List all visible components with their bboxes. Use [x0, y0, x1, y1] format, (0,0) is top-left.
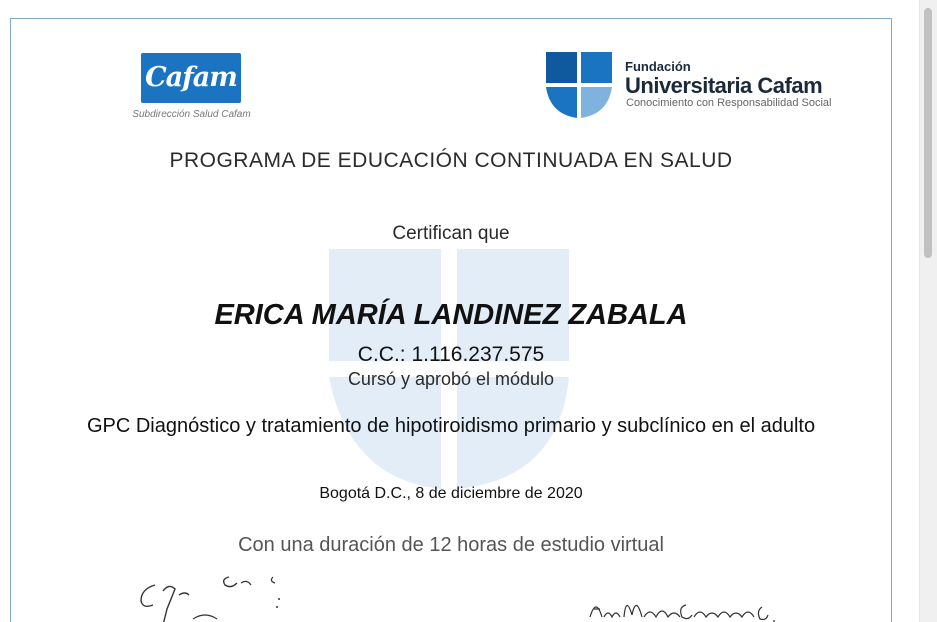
module-title: GPC Diagnóstico y tratamiento de hipotiroidismo primario y subclínico en el adulto — [86, 415, 816, 437]
vertical-scrollbar[interactable] — [919, 0, 937, 622]
left-signature-icon — [133, 569, 293, 622]
right-signature-icon — [586, 587, 786, 622]
recipient-name: ERICA MARÍA LANDINEZ ZABALA — [214, 299, 688, 331]
id-number: C.C.: 1.116.237.575 — [357, 343, 545, 366]
fundacion-emblem-icon — [546, 52, 612, 118]
cafam-subtitle: Subdirección Salud Cafam — [132, 109, 251, 120]
fundacion-label: Fundación — [625, 59, 691, 74]
cafam-logo: Cafam — [141, 53, 241, 103]
universitaria-cafam-label: Universitaria Cafam — [625, 73, 823, 98]
duration-text: Con una duración de 12 horas de estudio virtual — [238, 534, 664, 556]
program-title: PROGRAMA DE EDUCACIÓN CONTINUADA EN SALUD — [169, 149, 733, 172]
scrollbar-thumb[interactable] — [924, 8, 932, 258]
fundacion-tagline: Conocimiento con Responsabilidad Social — [626, 97, 832, 109]
certificate-page — [10, 18, 892, 622]
place-date: Bogotá D.C., 8 de diciembre de 2020 — [319, 485, 583, 502]
certify-text: Certifican que — [392, 223, 510, 244]
completion-text: Cursó y aprobó el módulo — [347, 369, 555, 389]
